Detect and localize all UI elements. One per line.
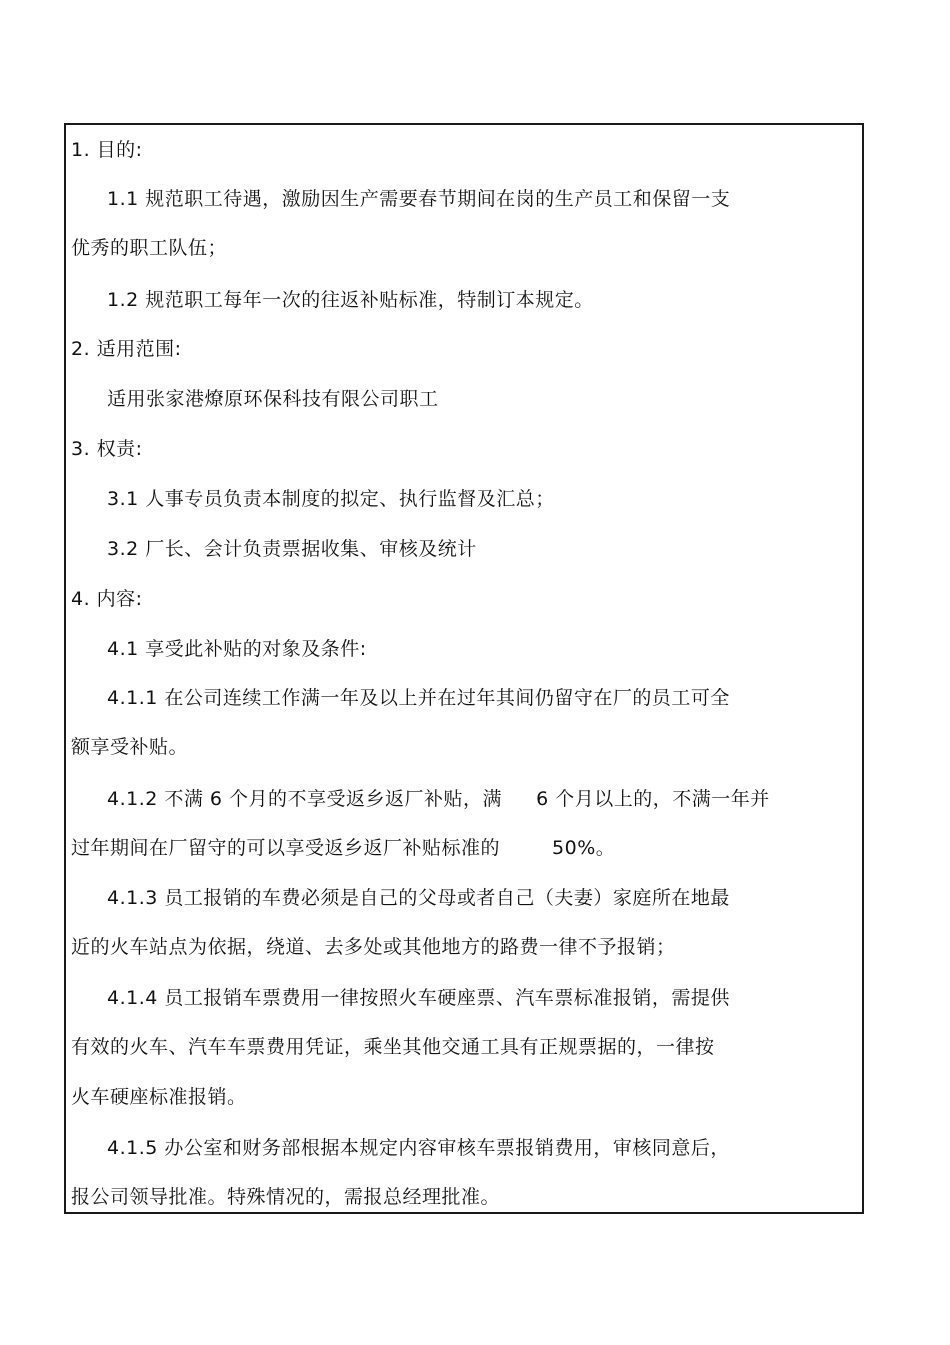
clause-4-1-2-line-2-part-2: 50%。 xyxy=(552,837,616,859)
section-2-heading: 2. 适用范围: xyxy=(71,338,182,360)
clause-4-1-2-line-1 xyxy=(107,787,770,811)
section-3-heading: 3. 权责: xyxy=(71,438,143,460)
clause-4-1-4-line-2: 有效的火车、汽车车票费用凭证，乘坐其他交通工具有正规票据的，一律按 xyxy=(71,1036,715,1058)
clause-4-1-2-line-2 xyxy=(71,836,615,860)
clause-4-1-4-line-1: 4.1.4 员工报销车票费用一律按照火车硬座票、汽车票标准报销，需提供 xyxy=(107,987,730,1009)
clause-3-2: 3.2 厂长、会计负责票据收集、审核及统计 xyxy=(107,538,477,560)
clause-4-1-3-line-2: 近的火车站点为依据，绕道、去多处或其他地方的路费一律不予报销； xyxy=(71,936,676,958)
clause-4-1-2-line-1-part-1: 4.1.2 不满 6 个月的不享受返乡返厂补贴，满 xyxy=(107,788,503,810)
section-4-heading: 4. 内容: xyxy=(71,588,143,610)
clause-4-1: 4.1 享受此补贴的对象及条件: xyxy=(107,638,367,660)
clause-4-1-4-line-3: 火车硬座标准报销。 xyxy=(71,1086,247,1108)
clause-4-1-5-line-2: 报公司领导批准。特殊情况的，需报总经理批准。 xyxy=(71,1186,501,1208)
clause-4-1-2-line-1-part-2: 6 个月以上的，不满一年并 xyxy=(536,788,770,810)
clause-1-2: 1.2 规范职工每年一次的往返补贴标准，特制订本规定。 xyxy=(107,289,594,311)
clause-4-1-5-line-1: 4.1.5 办公室和财务部根据本规定内容审核车票报销费用，审核同意后， xyxy=(107,1137,730,1159)
clause-4-1-1-line-2: 额享受补贴。 xyxy=(71,736,189,758)
section-2-body: 适用张家港燎原环保科技有限公司职工 xyxy=(107,388,439,410)
clause-4-1-1-line-1: 4.1.1 在公司连续工作满一年及以上并在过年其间仍留守在厂的员工可全 xyxy=(107,687,730,709)
clause-3-1: 3.1 人事专员负责本制度的拟定、执行监督及汇总； xyxy=(107,488,555,510)
clause-1-1-line-1: 1.1 规范职工待遇，激励因生产需要春节期间在岗的生产员工和保留一支 xyxy=(107,188,731,210)
clause-1-1-line-2: 优秀的职工队伍； xyxy=(71,237,228,259)
section-1-heading: 1. 目的: xyxy=(71,139,143,161)
clause-4-1-2-line-2-part-1: 过年期间在厂留守的可以享受返乡返厂补贴标准的 xyxy=(71,837,501,859)
clause-4-1-3-line-1: 4.1.3 员工报销的车费必须是自己的父母或者自己（夫妻）家庭所在地最 xyxy=(107,887,730,909)
